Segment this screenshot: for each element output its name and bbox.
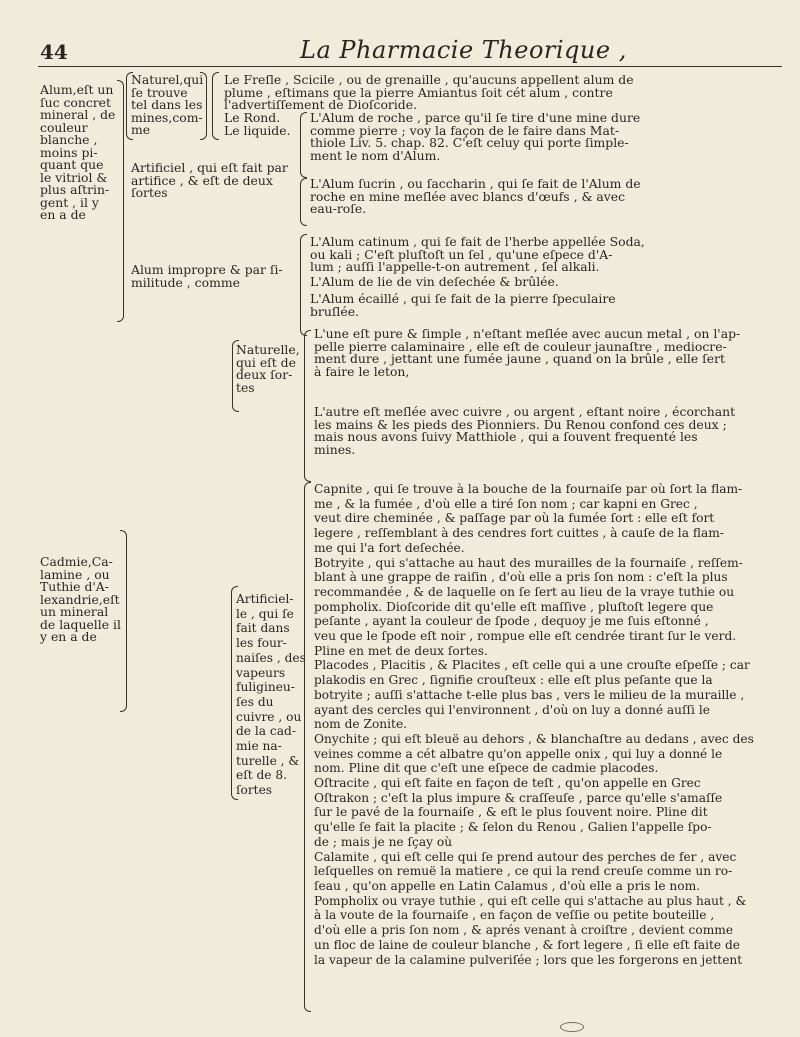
text-line: mines. bbox=[314, 441, 356, 457]
text-line: Capnite , qui ſe trouve à la bouche de la fournaiſe par où ſort la flam- bbox=[314, 482, 743, 496]
text-line: turelle , & bbox=[236, 753, 300, 768]
text-line: Oſtracite , qui eſt faite en façon de teſt , qu'on appelle en Grec bbox=[314, 776, 701, 791]
text-line: botryite ; auſſi s'attache t-elle plus bas , vers le milieu de la muraille , bbox=[314, 687, 745, 702]
text-line: qui eſt de bbox=[236, 354, 296, 370]
text-line: lamine , ou bbox=[40, 566, 110, 582]
naturelle-left-brace bbox=[232, 340, 239, 412]
text-line: Cadmie,Ca- bbox=[40, 554, 113, 569]
text-line: pelle pierre calaminaire , elle eſt de couleur jaunaſtre , mediocre- bbox=[314, 338, 727, 354]
text-line: Artificiel- bbox=[236, 592, 294, 606]
text-line: veut dire cheminée , & paſſage par où la fumée ſort : elle eſt fort bbox=[314, 511, 715, 526]
alum-sucrin bbox=[310, 178, 641, 216]
text-line: veines comme a cét albatre qu'on appelle onix , qui luy a donné le bbox=[314, 746, 723, 761]
text-line: mais nous avons ſuivy Matthiole , qui a ſouvent frequenté les bbox=[314, 429, 698, 444]
text-line: de laquelle il bbox=[40, 616, 121, 632]
text-line: moins pi- bbox=[40, 144, 98, 160]
sucrin-brace bbox=[300, 178, 307, 226]
text-line: fuligineu- bbox=[236, 680, 295, 695]
text-line: la vapeur de la calamine pulveriſée ; lors que les forgerons en jettent bbox=[314, 952, 743, 967]
text-line: ou kali ; C'eſt pluſtoſt un ſel , qu'une eſpece d'A- bbox=[310, 246, 613, 262]
text-line: artifice , & eſt de deux bbox=[131, 172, 273, 188]
text-line: ſortes bbox=[131, 185, 168, 200]
cadmie-brace bbox=[120, 530, 127, 712]
species-brace bbox=[304, 482, 311, 1012]
naturelle-brace bbox=[304, 330, 311, 482]
text-line: à faire le leton, bbox=[314, 363, 410, 379]
text-line: leſquelles on remuë la matiere , ce qui la rend creuſe comme un ro- bbox=[314, 864, 733, 879]
header-rule bbox=[38, 66, 782, 67]
text-line: lum ; auſſi l'appelle-t-on autrement , ſel alkali. bbox=[310, 259, 600, 274]
text-line: ayant des cercles qui l'environnent , d'où on luy a donné auſſi le bbox=[314, 702, 710, 717]
cadmie-artificielle bbox=[236, 592, 306, 798]
cadmie-autre bbox=[314, 406, 735, 456]
alum-artificiel bbox=[131, 162, 288, 200]
text-line: tes bbox=[236, 379, 255, 395]
text-line: L'Alum de roche , parce qu'il ſe tire d'une mine dure bbox=[310, 110, 641, 125]
text-line: L'autre eſt meſlée avec cuivre , ou argent , eſtant noire , écorchant bbox=[314, 404, 736, 419]
text-line: ſuc concret bbox=[40, 94, 111, 110]
alum-ecaille bbox=[310, 293, 616, 318]
text-line: en a de bbox=[40, 207, 86, 222]
text-line: me bbox=[131, 122, 151, 137]
text-line: d'où elle a pris ſon nom , & aprés venant à croiſtre , devient comme bbox=[314, 923, 734, 938]
text-line: mines,com- bbox=[131, 109, 203, 125]
alum-catinum bbox=[310, 236, 645, 274]
text-line: L'Alum écaillé , qui ſe fait de la pierre ſpeculaire bbox=[310, 291, 616, 306]
text-line: blant à une grappe de raiſin , d'où elle a pris ſon nom : c'eſt la plus bbox=[314, 570, 728, 585]
alum-definition bbox=[40, 84, 115, 222]
text-line: quant que bbox=[40, 157, 104, 172]
text-line: y en a de bbox=[40, 629, 97, 644]
text-line: Alum impropre & par ſi- bbox=[131, 262, 283, 277]
text-line: legere , reſſemblant à des cendres fort cuittes , à cauſe de la flam- bbox=[314, 526, 724, 541]
text-line: Oſtrakon ; c'eſt la plus impure & craſſeuſe , parce qu'elle s'amaſſe bbox=[314, 790, 723, 805]
text-line: vapeurs bbox=[236, 665, 286, 680]
text-line: couleur bbox=[40, 119, 88, 135]
cadmie-species bbox=[314, 482, 754, 967]
alum-naturel bbox=[131, 74, 203, 137]
text-line: roche en mine meſlée avec blancs d'œufs , & avec bbox=[310, 188, 626, 204]
text-line: recommandée , & de laquelle on ſe ſert au lieu de la vraye tuthie ou bbox=[314, 584, 735, 599]
text-line: plus aſtrin- bbox=[40, 182, 110, 197]
text-line: à la voute de la fournaiſe , en façon de veſſie ou petite bouteille , bbox=[314, 908, 715, 923]
alum-roche bbox=[310, 112, 640, 162]
text-line: pompholix. Dioſcoride dit qu'elle eſt maſſive , pluſtoſt legere que bbox=[314, 599, 714, 614]
text-line: cuivre , ou bbox=[236, 709, 302, 724]
text-line: ſes du bbox=[236, 694, 274, 709]
text-line: Onychite ; qui eſt bleuë au dehors , & blanchaſtre au dedans , avec des bbox=[314, 731, 754, 746]
alum-brace bbox=[117, 80, 124, 322]
forms-brace bbox=[212, 72, 219, 140]
text-line: Pline en met de deux ſortes. bbox=[314, 643, 488, 658]
text-line: ment dure , jettant une fumée jaune , quand on la brûle , elle ſert bbox=[314, 351, 725, 366]
alum-impropre bbox=[131, 264, 283, 289]
text-line: lexandrie,eſt bbox=[40, 591, 120, 607]
text-line: le vitriol & bbox=[40, 169, 108, 185]
page-number: 44 bbox=[40, 40, 68, 64]
text-line: Botryite , qui s'attache au haut des murailles de la fournaiſe , reſſem- bbox=[314, 555, 743, 570]
text-line: nom de Zonite. bbox=[314, 717, 408, 732]
text-line: Naturelle, bbox=[236, 342, 300, 357]
cadmie-une bbox=[314, 328, 740, 378]
text-line: plakodis en Grec , ſignifie crouſteux : elle eſt plus peſante que la bbox=[314, 673, 713, 688]
text-line: Alum,eſt un bbox=[40, 82, 114, 97]
text-line: Calamite , qui eſt celle qui ſe prend autour des perches de fer , avec bbox=[314, 849, 737, 864]
text-line: eſt de 8. bbox=[236, 768, 288, 783]
alum-rond bbox=[224, 112, 291, 137]
text-line: ſur le pavé de la fournaiſe , & eſt le plus ſouvent noire. Pline dit bbox=[314, 805, 708, 820]
text-line: naiſes , des bbox=[236, 650, 306, 665]
text-line: L'Alum catinum , qui ſe fait de l'herbe appellée Soda, bbox=[310, 234, 645, 249]
text-line: blanche , bbox=[40, 132, 98, 147]
text-line: Naturel,qui bbox=[131, 72, 204, 87]
text-line: nom. Pline dit que c'eſt une eſpece de cadmie placodes. bbox=[314, 761, 659, 776]
text-line: ſe trouve bbox=[131, 84, 188, 100]
text-line: mie na- bbox=[236, 739, 282, 754]
text-line: les mains & les pieds des Pionniers. Du Renou confond ces deux ; bbox=[314, 416, 727, 432]
text-line: comme pierre ; voy la façon de le faire dans Mat- bbox=[310, 122, 620, 138]
text-line: les four- bbox=[236, 636, 287, 651]
text-line: L'Alum ſucrin , ou ſaccharin , qui ſe fait de l'Alum de bbox=[310, 176, 641, 191]
text-line: Tuthie d'A- bbox=[40, 579, 109, 594]
text-line: mineral , de bbox=[40, 107, 116, 122]
naturel-brace bbox=[126, 72, 133, 140]
text-line: l'advertiſſement de Dioſcoride. bbox=[224, 97, 418, 112]
roche-brace bbox=[300, 112, 307, 178]
impropre-brace bbox=[300, 234, 307, 336]
text-line: fait dans bbox=[236, 621, 290, 636]
text-line: thiole Liv. 5. chap. 82. C'eſt celuy qui porte ſimple- bbox=[310, 135, 629, 150]
text-line: veu que le ſpode eſt noir , rompue elle eſt cendrée tirant ſur le verd. bbox=[314, 629, 737, 644]
text-line: de ; mais je ne ſçay où bbox=[314, 834, 453, 849]
ink-smudge bbox=[560, 1022, 584, 1032]
text-line: me qui l'a fort deſechée. bbox=[314, 540, 465, 555]
text-line: deux ſor- bbox=[236, 367, 293, 382]
text-line: le , qui ſe bbox=[236, 606, 294, 621]
text-line: peſante , ayant la couleur de ſpode , dequoy je me ſuis eſtonné , bbox=[314, 614, 709, 629]
text-line: eau-roſe. bbox=[310, 201, 367, 216]
alum-lie bbox=[310, 276, 559, 289]
text-line: ment le nom d'Alum. bbox=[310, 147, 441, 163]
running-title: La Pharmacie Theorique , bbox=[300, 36, 627, 64]
text-line: ſeau , qu'on appelle en Latin Calamus , d'où elle a pris le nom. bbox=[314, 878, 701, 893]
text-line: ſortes bbox=[236, 783, 273, 798]
cadmie-definition bbox=[40, 556, 121, 644]
text-line: de la cad- bbox=[236, 724, 296, 739]
text-line: qu'elle ſe fait la placite ; & ſelon du Renou , Galien l'appelle ſpo- bbox=[314, 820, 712, 835]
text-line: gent , il y bbox=[40, 194, 99, 210]
alum-freſle bbox=[224, 74, 634, 112]
text-line: bruſlée. bbox=[310, 303, 359, 319]
text-line: plume , eſtimans que la pierre Amiantus ſoit cét alum , contre bbox=[224, 84, 613, 100]
text-line: Pompholix ou vraye tuthie , qui eſt celle qui s'attache au plus haut , & bbox=[314, 893, 747, 908]
text-line: Le Freſle , Scicile , ou de grenaille , qu'aucuns appellent alum de bbox=[224, 72, 634, 87]
text-line: Le Rond. bbox=[224, 110, 281, 125]
text-line: Placodes , Placitis , & Placites , eſt celle qui a une crouſte eſpeſſe ; car bbox=[314, 658, 750, 673]
artificielle-left-brace bbox=[231, 586, 238, 800]
text-line: un mineral bbox=[40, 604, 109, 619]
text-line: me , & la fumée , d'où elle a tiré ſon nom ; car kapni en Grec , bbox=[314, 496, 698, 511]
cadmie-naturelle bbox=[236, 344, 300, 394]
text-line: L'une eſt pure & ſimple , n'eſtant meſlée avec aucun metal , on l'ap- bbox=[314, 326, 741, 341]
text-line: Artificiel , qui eſt fait par bbox=[131, 160, 288, 175]
text-line: un floc de laine de couleur blanche , & fort legere , ſi elle eſt faite de bbox=[314, 937, 741, 952]
naturel-right-brace bbox=[200, 72, 207, 140]
text-line: Le liquide. bbox=[224, 122, 291, 138]
text-line: militude , comme bbox=[131, 274, 240, 290]
text-line: tel dans les bbox=[131, 97, 203, 112]
text-line: L'Alum de lie de vin deſechée & brûlée. bbox=[310, 274, 559, 289]
